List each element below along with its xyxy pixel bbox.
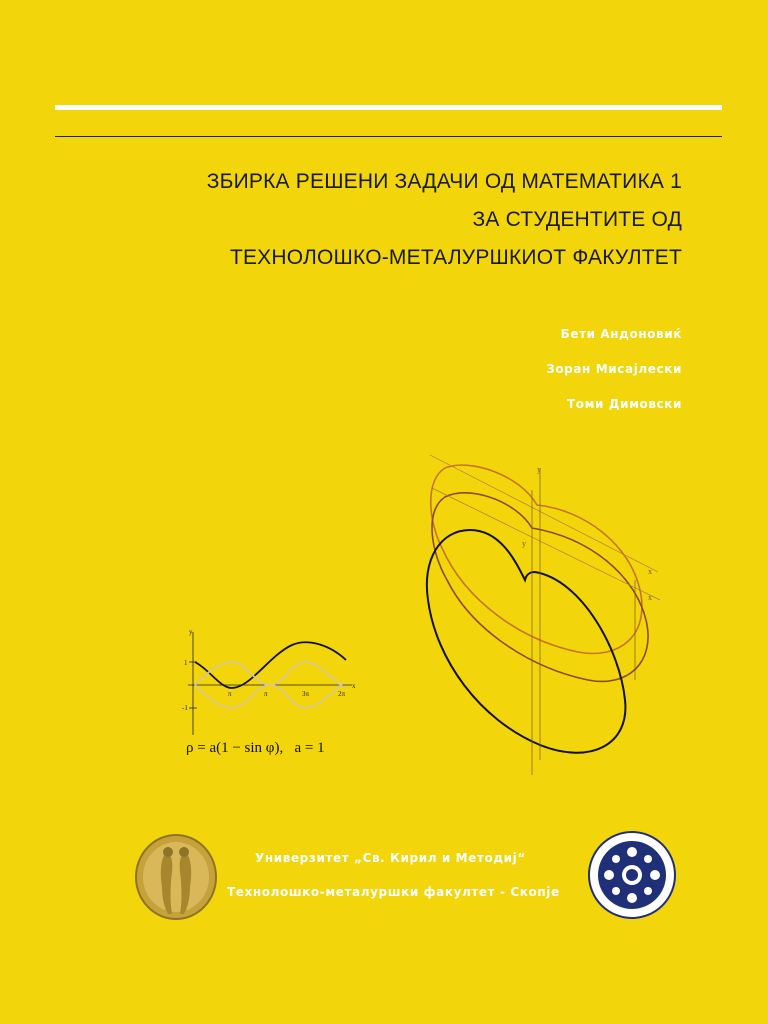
svg-text:x: x <box>352 682 356 690</box>
svg-text:y: y <box>537 465 541 474</box>
author-1: Бети Андоновиќ <box>560 327 682 341</box>
cardioid-formula: ρ = a(1 − sin φ), a = 1 <box>186 740 325 756</box>
author-2: Зоран Мисајлески <box>546 362 682 376</box>
title-line-3: ТЕХНОЛОШКО-МЕТАЛУРШКИОТ ФАКУЛТЕТ <box>229 246 682 269</box>
svg-text:x: x <box>648 593 652 602</box>
faculty-name: Технолошко-металуршки факултет - Скопје <box>227 885 560 899</box>
author-3: Томи Димовски <box>566 397 682 411</box>
university-name: Универзитет „Св. Кирил и Методиј“ <box>255 851 526 865</box>
svg-text:y: y <box>189 628 193 636</box>
svg-text:-1: -1 <box>182 704 188 712</box>
title-line-2: ЗА СТУДЕНТИТЕ ОД <box>472 208 682 231</box>
svg-text:3π: 3π <box>302 690 310 698</box>
university-seal-icon <box>132 832 222 922</box>
svg-text:2π: 2π <box>338 690 346 698</box>
title-line-1: ЗБИРКА РЕШЕНИ ЗАДАЧИ ОД МАТЕМАТИКА 1 <box>206 170 682 193</box>
svg-text:π: π <box>228 690 232 698</box>
svg-text:1: 1 <box>184 659 188 667</box>
svg-text:π: π <box>264 690 268 698</box>
faculty-emblem-icon <box>587 830 677 920</box>
svg-text:y: y <box>522 539 526 548</box>
svg-text:x: x <box>648 567 652 576</box>
